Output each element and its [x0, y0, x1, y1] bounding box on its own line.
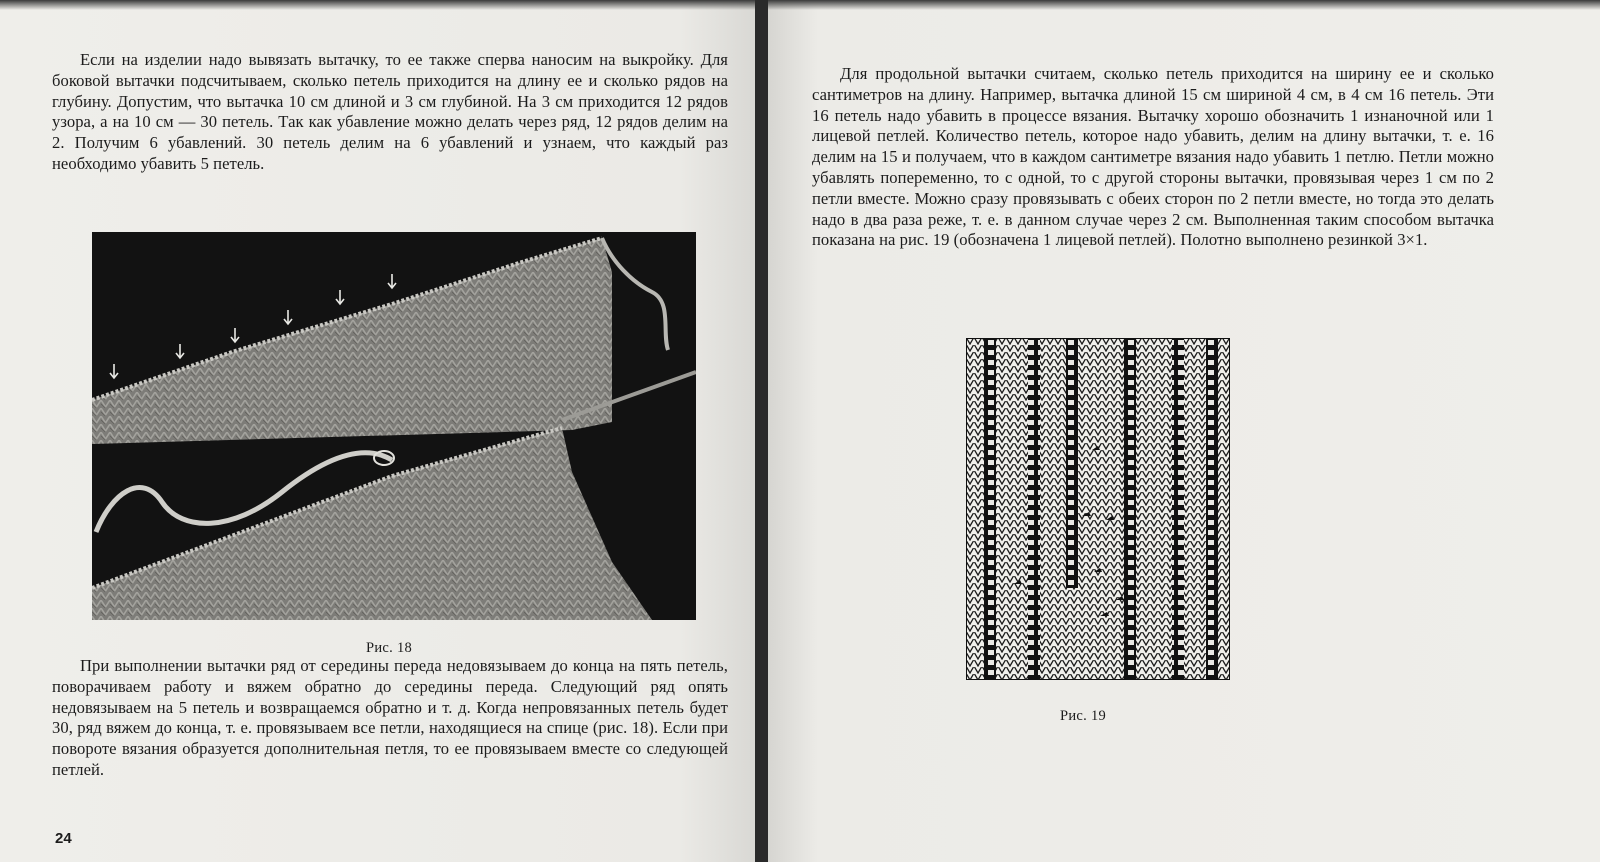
page-number: 24 — [55, 830, 72, 847]
figure-18-knitting-photo — [92, 232, 696, 620]
page-top-shadow — [0, 0, 755, 10]
figure-19-caption: Рис. 19 — [1060, 708, 1107, 724]
figure-19-rib-pattern — [966, 338, 1230, 680]
left-paragraph-2: При выполнении вытачки ряд от середины переда недовязываем до конца на пять петель, поворачиваем работу и вяжем обратно до середины переда. Следующий ряд опять недовязываем на 5 петель и возвращаемся обратно и т. д. Когда непровязанных петель будет 30, ряд вяжем до конца, т. е. провязываем все петли, находящиеся на спице (рис. 18). Если при повороте вязания образуется дополнительная петля, то ее провязываем вместе со следующей петлей. — [52, 656, 728, 779]
left-page — [0, 0, 755, 862]
page-top-shadow — [768, 0, 1600, 10]
right-paragraph-1: Для продольной вытачки считаем, сколько петель приходится на ширину ее и сколько сантиметров на длину. Например, вытачка длиной 15 см шириной 4 см, в 4 см 16 петель. Эти 16 петель надо убавить в процессе вязания. Вытачку хорошо обозначить 1 изнаночной или 1 лицевой петлей. Количество петель, которое надо убавить, делим на длину вытачки, т. е. 16 делим на 15 и получаем, что в каждом сантиметре вязания надо убавить 1 петлю. Петли можно убавлять попеременно, то с одной, то с другой стороны вытачки, провязывая через 1 см по 2 петли вместе. Можно сразу провязывать с обеих сторон по 2 петли вместе, но тогда это делать надо в два раза реже, т. е. в данном случае через 2 см. Выполненная таким способом вытачка показана на рис. 19 (обозначена 1 лицевой петлей). Полотно выполнено резинкой 3×1. — [812, 64, 1494, 250]
left-paragraph-1: Если на изделии надо вывязать вытачку, то ее также сперва наносим на выкройку. Для боковой вытачки подсчитываем, сколько петель приходится на длину ее и сколько рядов на глубину. Допустим, что вытачка 10 см длиной и 3 см глубиной. На 3 см приходится 12 рядов узора, а на 10 см — 30 петель. Так как убавление можно делать через ряд, 12 рядов делим на 2. Получим 6 убавлений. 30 петель делим на 6 убавлений и узнаем, что каждый раз необходимо убавить 5 петель. — [52, 50, 728, 173]
figure-18-caption: Рис. 18 — [366, 640, 413, 656]
ribbed-knit-pattern-icon — [966, 338, 1230, 680]
knitting-photo-icon — [92, 232, 696, 620]
book-gutter — [755, 0, 768, 862]
